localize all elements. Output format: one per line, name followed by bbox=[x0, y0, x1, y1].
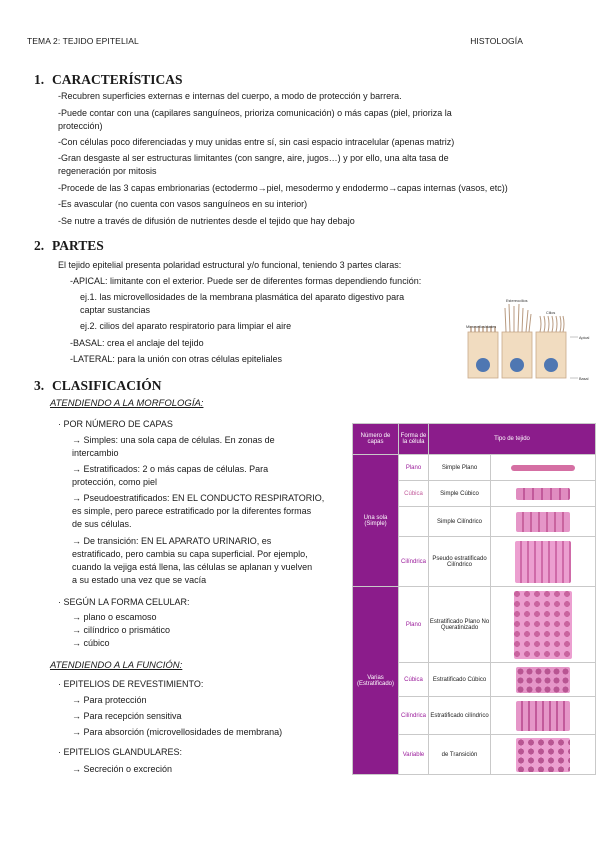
cell-type: Simple Cúbico bbox=[429, 481, 491, 507]
section-2-number: 2. bbox=[34, 238, 45, 253]
pseudostratified-image bbox=[515, 541, 571, 583]
cell-shape: Variable bbox=[399, 735, 429, 775]
cell-type: Estratificado Plano No Queratinizado bbox=[429, 587, 491, 663]
cell-type: Simple Plano bbox=[429, 455, 491, 481]
section-2-heading bbox=[34, 238, 104, 254]
s1-line: -Es avascular (no cuenta con vasos sanguíneos en su interior) bbox=[58, 199, 308, 209]
nucleus bbox=[476, 358, 490, 372]
shape-line: → cilíndrico o prismático bbox=[72, 625, 171, 635]
layers-line: es simple, pero parece estratificado por la diferentes formas bbox=[72, 506, 312, 516]
layers-line: protección, como piel bbox=[72, 477, 158, 487]
tissue-image bbox=[491, 587, 596, 663]
s1-line: -Recubren superficies externas e internas del cuerpo, a modo de protección y barrera. bbox=[58, 91, 402, 101]
lining-line: → Para absorción (microvellosidades de membrana) bbox=[72, 727, 283, 737]
s2-example-2: ej.2. cilios del aparato respiratorio para limpiar el aire bbox=[80, 321, 292, 331]
shape-line: → cúbico bbox=[72, 638, 110, 648]
cell-type: Estratificado Cúbico bbox=[429, 663, 491, 697]
s1-line: -Procede de las 3 capas embrionarias (ectodermo→piel, mesodermo y endodermo→capas internas (vasos, etc)) bbox=[58, 183, 508, 193]
cell-shape bbox=[399, 507, 429, 537]
cell-type: Simple Cilíndrico bbox=[429, 507, 491, 537]
simple-cuboidal-image bbox=[516, 488, 570, 500]
header-left: TEMA 2: TEJIDO EPITELIAL bbox=[27, 36, 139, 46]
label-apical: Apical bbox=[579, 336, 590, 340]
header-layers: Número de capas bbox=[353, 424, 399, 455]
s1-line: -Puede contar con una (capilares sanguíneos, prioriza comunicación) o más capas (piel, prioriza la bbox=[58, 108, 452, 118]
layers-line: intercambio bbox=[72, 448, 119, 458]
stratified-columnar-image bbox=[516, 701, 570, 731]
cilia bbox=[540, 316, 564, 332]
s2-apical: -APICAL: limitante con el exterior. Puede ser de diferentes formas dependiendo función: bbox=[70, 276, 422, 286]
tissue-image bbox=[491, 507, 596, 537]
label-cilia: Cilios bbox=[546, 311, 556, 315]
layers-line: a su estado una vez que se vacía bbox=[72, 575, 207, 585]
cell-type: Estratificado cilíndrico bbox=[429, 697, 491, 735]
cell-shape: Cúbica bbox=[399, 481, 429, 507]
layers-line: → De transición: EN EL APARATO URINARIO, es bbox=[72, 536, 272, 546]
simple-squamous-image bbox=[511, 465, 575, 471]
section-3-title: CLASIFICACIÓN bbox=[52, 378, 162, 393]
label-basal: Basal bbox=[579, 377, 589, 381]
section-1-title: CARACTERÍSTICAS bbox=[52, 72, 183, 87]
group-stratified: Varias (Estratificado) bbox=[353, 587, 399, 775]
morphology-subheading: ATENDIENDO A LA MORFOLOGÍA: bbox=[50, 398, 204, 409]
s1-line: -Se nutre a través de difusión de nutrientes desde el tejido que hay debajo bbox=[58, 216, 355, 226]
layers-line: → Pseudoestratificados: EN EL CONDUCTO RESPIRATORIO, bbox=[72, 493, 325, 503]
table-row bbox=[353, 455, 596, 481]
apical-structures-diagram bbox=[462, 296, 594, 388]
s1-line: -Con células poco diferenciadas y muy unidas entre sí, sin casi espacio intracelular (apenas matriz) bbox=[58, 137, 455, 147]
glandular-heading: · EPITELIOS GLANDULARES: bbox=[58, 747, 183, 757]
cell-shape: Cilíndrica bbox=[399, 537, 429, 587]
table-header-row bbox=[353, 424, 596, 455]
shape-heading: · SEGÚN LA FORMA CELULAR: bbox=[58, 597, 190, 607]
tissue-image bbox=[491, 663, 596, 697]
transitional-image bbox=[516, 738, 570, 772]
s2-intro: El tejido epitelial presenta polaridad estructural y/o funcional, teniendo 3 partes claras: bbox=[58, 260, 402, 270]
section-2-title: PARTES bbox=[52, 238, 104, 253]
cell-shape: Cilíndrica bbox=[399, 697, 429, 735]
s1-line: protección) bbox=[58, 121, 103, 131]
header-tissue-type: Tipo de tejido bbox=[429, 424, 596, 455]
s2-example-1: ej.1. las microvellosidades de la membrana plasmática del aparato digestivo para bbox=[80, 292, 405, 302]
epithelium-classification-table bbox=[352, 423, 596, 775]
stereocilia bbox=[505, 304, 531, 332]
s1-line: -Gran desgaste al ser estructuras limitantes (con sangre, aire, jugos…) y por ello, una alta tasa de bbox=[58, 153, 449, 163]
glandular-line: → Secreción o excreción bbox=[72, 764, 173, 774]
tissue-image bbox=[491, 735, 596, 775]
group-simple: Una sola (Simple) bbox=[353, 455, 399, 587]
function-subheading: ATENDIENDO A LA FUNCIÓN: bbox=[50, 660, 183, 671]
header-right: HISTOLOGÍA bbox=[470, 36, 523, 46]
s1-line: regeneración por mitosis bbox=[58, 166, 157, 176]
tissue-image bbox=[491, 537, 596, 587]
lining-line: → Para recepción sensitiva bbox=[72, 711, 182, 721]
lining-heading: · EPITELIOS DE REVESTIMIENTO: bbox=[58, 679, 204, 689]
simple-columnar-image bbox=[516, 512, 570, 532]
cell-shape: Cúbica bbox=[399, 663, 429, 697]
section-1-number: 1. bbox=[34, 72, 45, 87]
stratified-cuboidal-image bbox=[516, 667, 570, 693]
s2-lateral: -LATERAL: para la unión con otras células epiteliales bbox=[70, 354, 282, 364]
layers-heading: · POR NÚMERO DE CAPAS bbox=[58, 419, 173, 429]
lining-line: → Para protección bbox=[72, 695, 147, 705]
section-3-heading bbox=[34, 378, 162, 394]
section-3-number: 3. bbox=[34, 378, 45, 393]
table-row bbox=[353, 587, 596, 663]
tissue-image bbox=[491, 481, 596, 507]
layers-line: → Estratificados: 2 o más capas de células. Para bbox=[72, 464, 269, 474]
section-1-heading bbox=[34, 72, 183, 88]
layers-line: estratificado, pero cambia su capa superficial. Por ejemplo, bbox=[72, 549, 308, 559]
cell-type: de Transición bbox=[429, 735, 491, 775]
nucleus bbox=[544, 358, 558, 372]
s2-example-1-cont: captar sustancias bbox=[80, 305, 151, 315]
nucleus bbox=[510, 358, 524, 372]
tissue-image bbox=[491, 697, 596, 735]
label-microvilli: Microvellosidades bbox=[466, 325, 497, 329]
cell-shape: Plano bbox=[399, 455, 429, 481]
label-stereocilia: Estereocilios bbox=[506, 299, 528, 303]
layers-line: cuando la vejiga está llena, las células se aplanan y vuelven bbox=[72, 562, 313, 572]
s2-basal: -BASAL: crea el anclaje del tejido bbox=[70, 338, 204, 348]
stratified-squamous-image bbox=[514, 591, 572, 659]
layers-line: → Simples: una sola capa de células. En zonas de bbox=[72, 435, 275, 445]
header-shape: Forma de la célula bbox=[399, 424, 429, 455]
shape-line: → plano o escamoso bbox=[72, 612, 157, 622]
cell-type: Pseudo estratificado Cilíndrico bbox=[429, 537, 491, 587]
layers-line: de sus células. bbox=[72, 519, 132, 529]
tissue-image bbox=[491, 455, 596, 481]
cell-shape: Plano bbox=[399, 587, 429, 663]
